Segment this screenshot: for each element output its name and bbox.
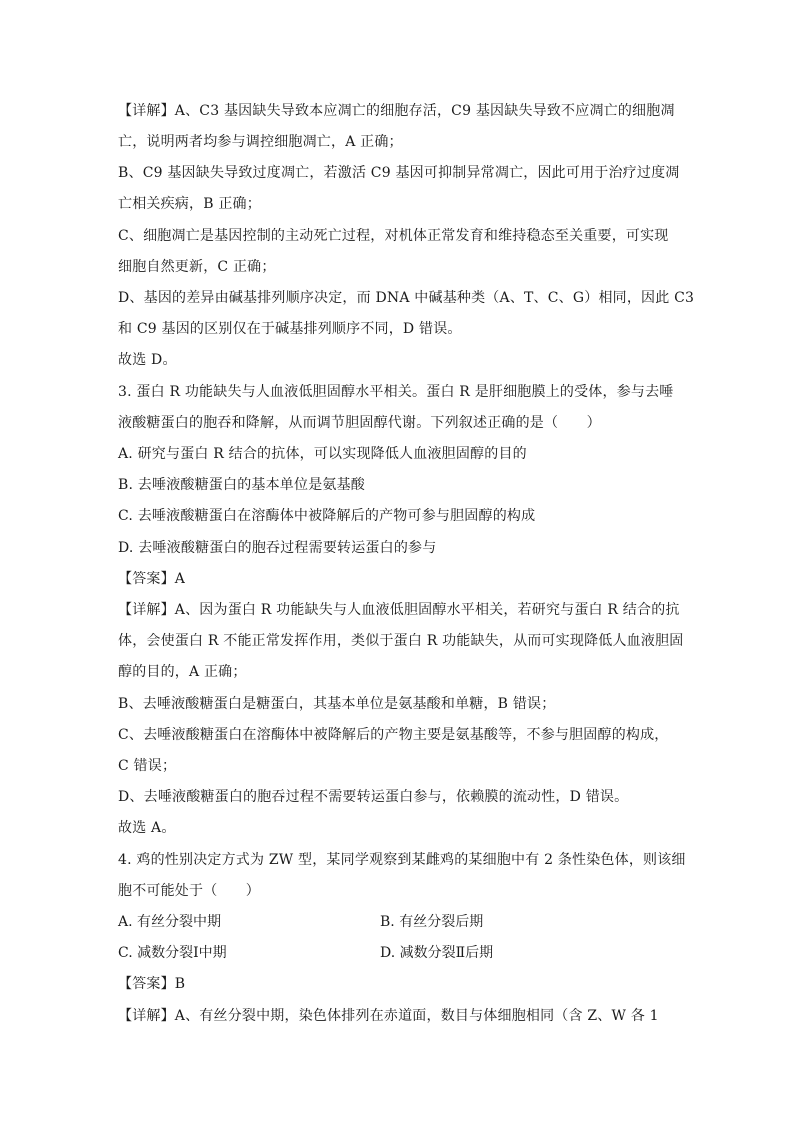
question-3-stem: 液酸糖蛋白的胞吞和降解，从而调节胆固醇代谢。下列叙述正确的是（ ） xyxy=(118,415,601,431)
answer-label: 【答案】A xyxy=(118,571,186,587)
question-4-stem: 胞不可能处于（ ） xyxy=(118,883,260,899)
answer-label: 【答案】B xyxy=(118,976,186,992)
text-line: 体，会使蛋白 R 不能正常发挥作用，类似于蛋白 R 功能缺失，从而可实现降低人血液胆固 xyxy=(118,633,684,649)
text-line: C、去唾液酸糖蛋白在溶酶体中被降解后的产物主要是氨基酸等，不参与胆固醇的构成， xyxy=(118,727,669,743)
text-line: C、细胞凋亡是基因控制的主动死亡过程，对机体正常发育和维持稳态至关重要，可实现 xyxy=(118,228,669,244)
text-line: C 错误； xyxy=(118,758,177,774)
text-line: 亡，说明两者均参与调控细胞凋亡，A 正确； xyxy=(118,134,403,150)
question-4-option-b: B. 有丝分裂后期 xyxy=(380,914,484,930)
text-line: B、去唾液酸糖蛋白是糖蛋白，其基本单位是氨基酸和单糖，B 错误； xyxy=(118,696,556,712)
text-line: 【详解】A、因为蛋白 R 功能缺失与人血液低胆固醇水平相关，若研究与蛋白 R 结合的抗 xyxy=(118,602,680,618)
text-line: B、C9 基因缺失导致过度凋亡，若激活 C9 基因可抑制异常凋亡，因此可用于治疗过度凋 xyxy=(118,165,680,181)
text-line: 【详解】A、C3 基因缺失导致本应凋亡的细胞存活，C9 基因缺失导致不应凋亡的细胞凋 xyxy=(118,103,675,119)
text-line: D、基因的差异由碱基排列顺序决定，而 DNA 中碱基种类（A、T、C、G）相同，因此 C3 xyxy=(118,290,695,306)
text-line: D、去唾液酸糖蛋白的胞吞过程不需要转运蛋白参与，依赖膜的流动性，D 错误。 xyxy=(118,789,629,805)
question-4-stem: 4. 鸡的性别决定方式为 ZW 型，某同学观察到某雌鸡的某细胞中有 2 条性染色体，则该细 xyxy=(118,852,686,868)
question-3-option-b: B. 去唾液酸糖蛋白的基本单位是氨基酸 xyxy=(118,477,365,493)
text-line: 细胞自然更新，C 正确； xyxy=(118,259,276,275)
question-4-option-c: C. 减数分裂Ⅰ中期 xyxy=(118,945,227,961)
text-line: 【详解】A、有丝分裂中期，染色体排列在赤道面，数目与体细胞相同（含 Z、W 各 1 xyxy=(118,1008,659,1024)
question-3-option-d: D. 去唾液酸糖蛋白的胞吞过程需要转运蛋白的参与 xyxy=(118,540,437,556)
text-line: 故选 A。 xyxy=(118,820,176,836)
text-line: 故选 D。 xyxy=(118,352,177,368)
question-4-option-d: D. 减数分裂Ⅱ后期 xyxy=(380,945,494,961)
question-4-option-a: A. 有丝分裂中期 xyxy=(118,914,222,930)
text-line: 亡相关疾病，B 正确； xyxy=(118,196,261,212)
question-3-option-c: C. 去唾液酸糖蛋白在溶酶体中被降解后的产物可参与胆固醇的构成 xyxy=(118,508,536,524)
question-3-stem: 3. 蛋白 R 功能缺失与人血液低胆固醇水平相关。蛋白 R 是肝细胞膜上的受体，参与去唾 xyxy=(118,384,674,400)
question-3-option-a: A. 研究与蛋白 R 结合的抗体，可以实现降低人血液胆固醇的目的 xyxy=(118,446,527,462)
text-line: 和 C9 基因的区别仅在于碱基排列顺序不同，D 错误。 xyxy=(118,321,462,337)
text-line: 醇的目的，A 正确； xyxy=(118,664,247,680)
